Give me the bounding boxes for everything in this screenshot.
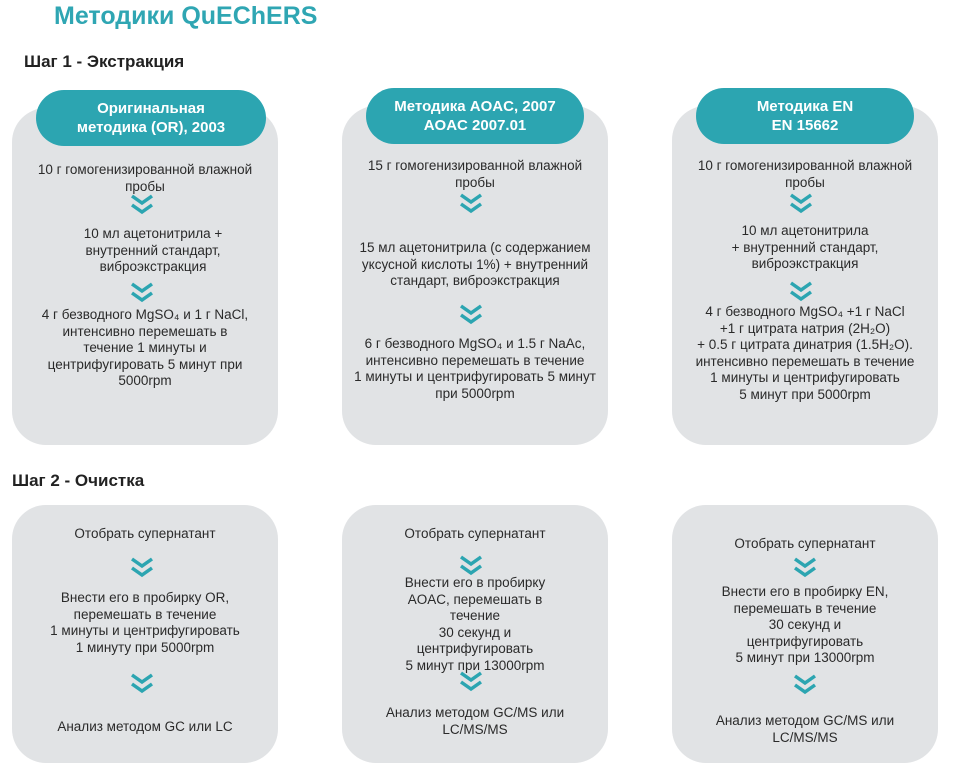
step2-or-item-3: Анализ методом GC или LC <box>57 719 233 734</box>
step1-or-item-3: 4 г безводного MgSO₄ и 1 г NaCl, интенсивно перемешать в течение 1 минуты и центрифугировать 5 минут при 5000rpm <box>41 307 249 388</box>
step2-or-item-2: Внести его в пробирку OR, перемешать в течение 1 минуты и центрифугировать 1 минуту при 5000rpm <box>50 590 240 655</box>
double-chevron-down-icon <box>459 193 483 215</box>
step1-aoac-item-1: 15 г гомогенизированной влажной пробы <box>367 158 583 190</box>
double-chevron-down-icon <box>130 673 154 695</box>
double-chevron-down-icon <box>793 674 817 696</box>
double-chevron-down-icon <box>459 304 483 326</box>
step2-en-item-1: Отобрать супернатант <box>734 536 876 551</box>
step1-pill-aoac <box>366 88 584 144</box>
step2-heading: Шаг 2 - Очистка <box>12 471 145 490</box>
step1-card-or <box>12 108 278 445</box>
step1-en-item-3: 4 г безводного MgSO₄ +1 г NaCl +1 г цитрата натрия (2H₂O) + 0.5 г цитрата динатрия (1.5H₂O). интенсивно перемешать в течение 1 минуты и центрифугировать 5 минут при 5000rpm <box>695 304 915 402</box>
step1-aoac-item-3: 6 г безводного MgSO₄ и 1.5 г NaAc, интенсивно перемешать в течение 1 минуты и центрифугировать 5 минут при 5000rpm <box>354 336 596 401</box>
step1-en-item-1: 10 г гомогенизированной влажной пробы <box>697 158 913 190</box>
double-chevron-down-icon <box>130 282 154 304</box>
pill-label: Методика AOAC, 2007 AOAC 2007.01 <box>394 98 556 134</box>
step2-aoac-item-2: Внести его в пробирку AOAC, перемешать в течение 30 секунд и центрифугировать 5 минут при 13000rpm <box>404 575 546 673</box>
double-chevron-down-icon <box>789 281 813 303</box>
step1-en-item-2: 10 мл ацетонитрила + внутренний стандарт, виброэкстракция <box>731 223 879 271</box>
double-chevron-down-icon <box>130 194 154 216</box>
step1-or-item-2: 10 мл ацетонитрила + внутренний стандарт, виброэкстракция <box>83 226 223 274</box>
step2-aoac-item-1: Отобрать супернатант <box>404 526 546 541</box>
double-chevron-down-icon <box>459 555 483 577</box>
double-chevron-down-icon <box>130 557 154 579</box>
step2-aoac-item-3: Анализ методом GC/MS или LC/MS/MS <box>385 705 565 737</box>
double-chevron-down-icon <box>793 557 817 579</box>
double-chevron-down-icon <box>789 193 813 215</box>
step2-or-item-1: Отобрать супернатант <box>74 526 216 541</box>
step1-pill-en <box>696 88 914 144</box>
page-title: Методики QuEChERS <box>54 2 318 30</box>
step1-pill-or <box>36 90 266 146</box>
step1-aoac-item-2: 15 мл ацетонитрила (с содержанием уксусной кислоты 1%) + внутренний стандарт, виброэкстракция <box>359 240 591 288</box>
step1-heading: Шаг 1 - Экстракция <box>24 52 185 71</box>
double-chevron-down-icon <box>459 671 483 693</box>
pill-label: Методика EN EN 15662 <box>756 98 854 134</box>
pill-label: Оригинальная методика (OR), 2003 <box>76 100 226 136</box>
step2-en-item-3: Анализ методом GC/MS или LC/MS/MS <box>715 713 895 745</box>
step2-en-item-2: Внести его в пробирку EN, перемешать в течение 30 секунд и центрифугировать 5 минут при 13000rpm <box>721 584 889 665</box>
step1-or-item-1: 10 г гомогенизированной влажной пробы <box>37 162 253 194</box>
